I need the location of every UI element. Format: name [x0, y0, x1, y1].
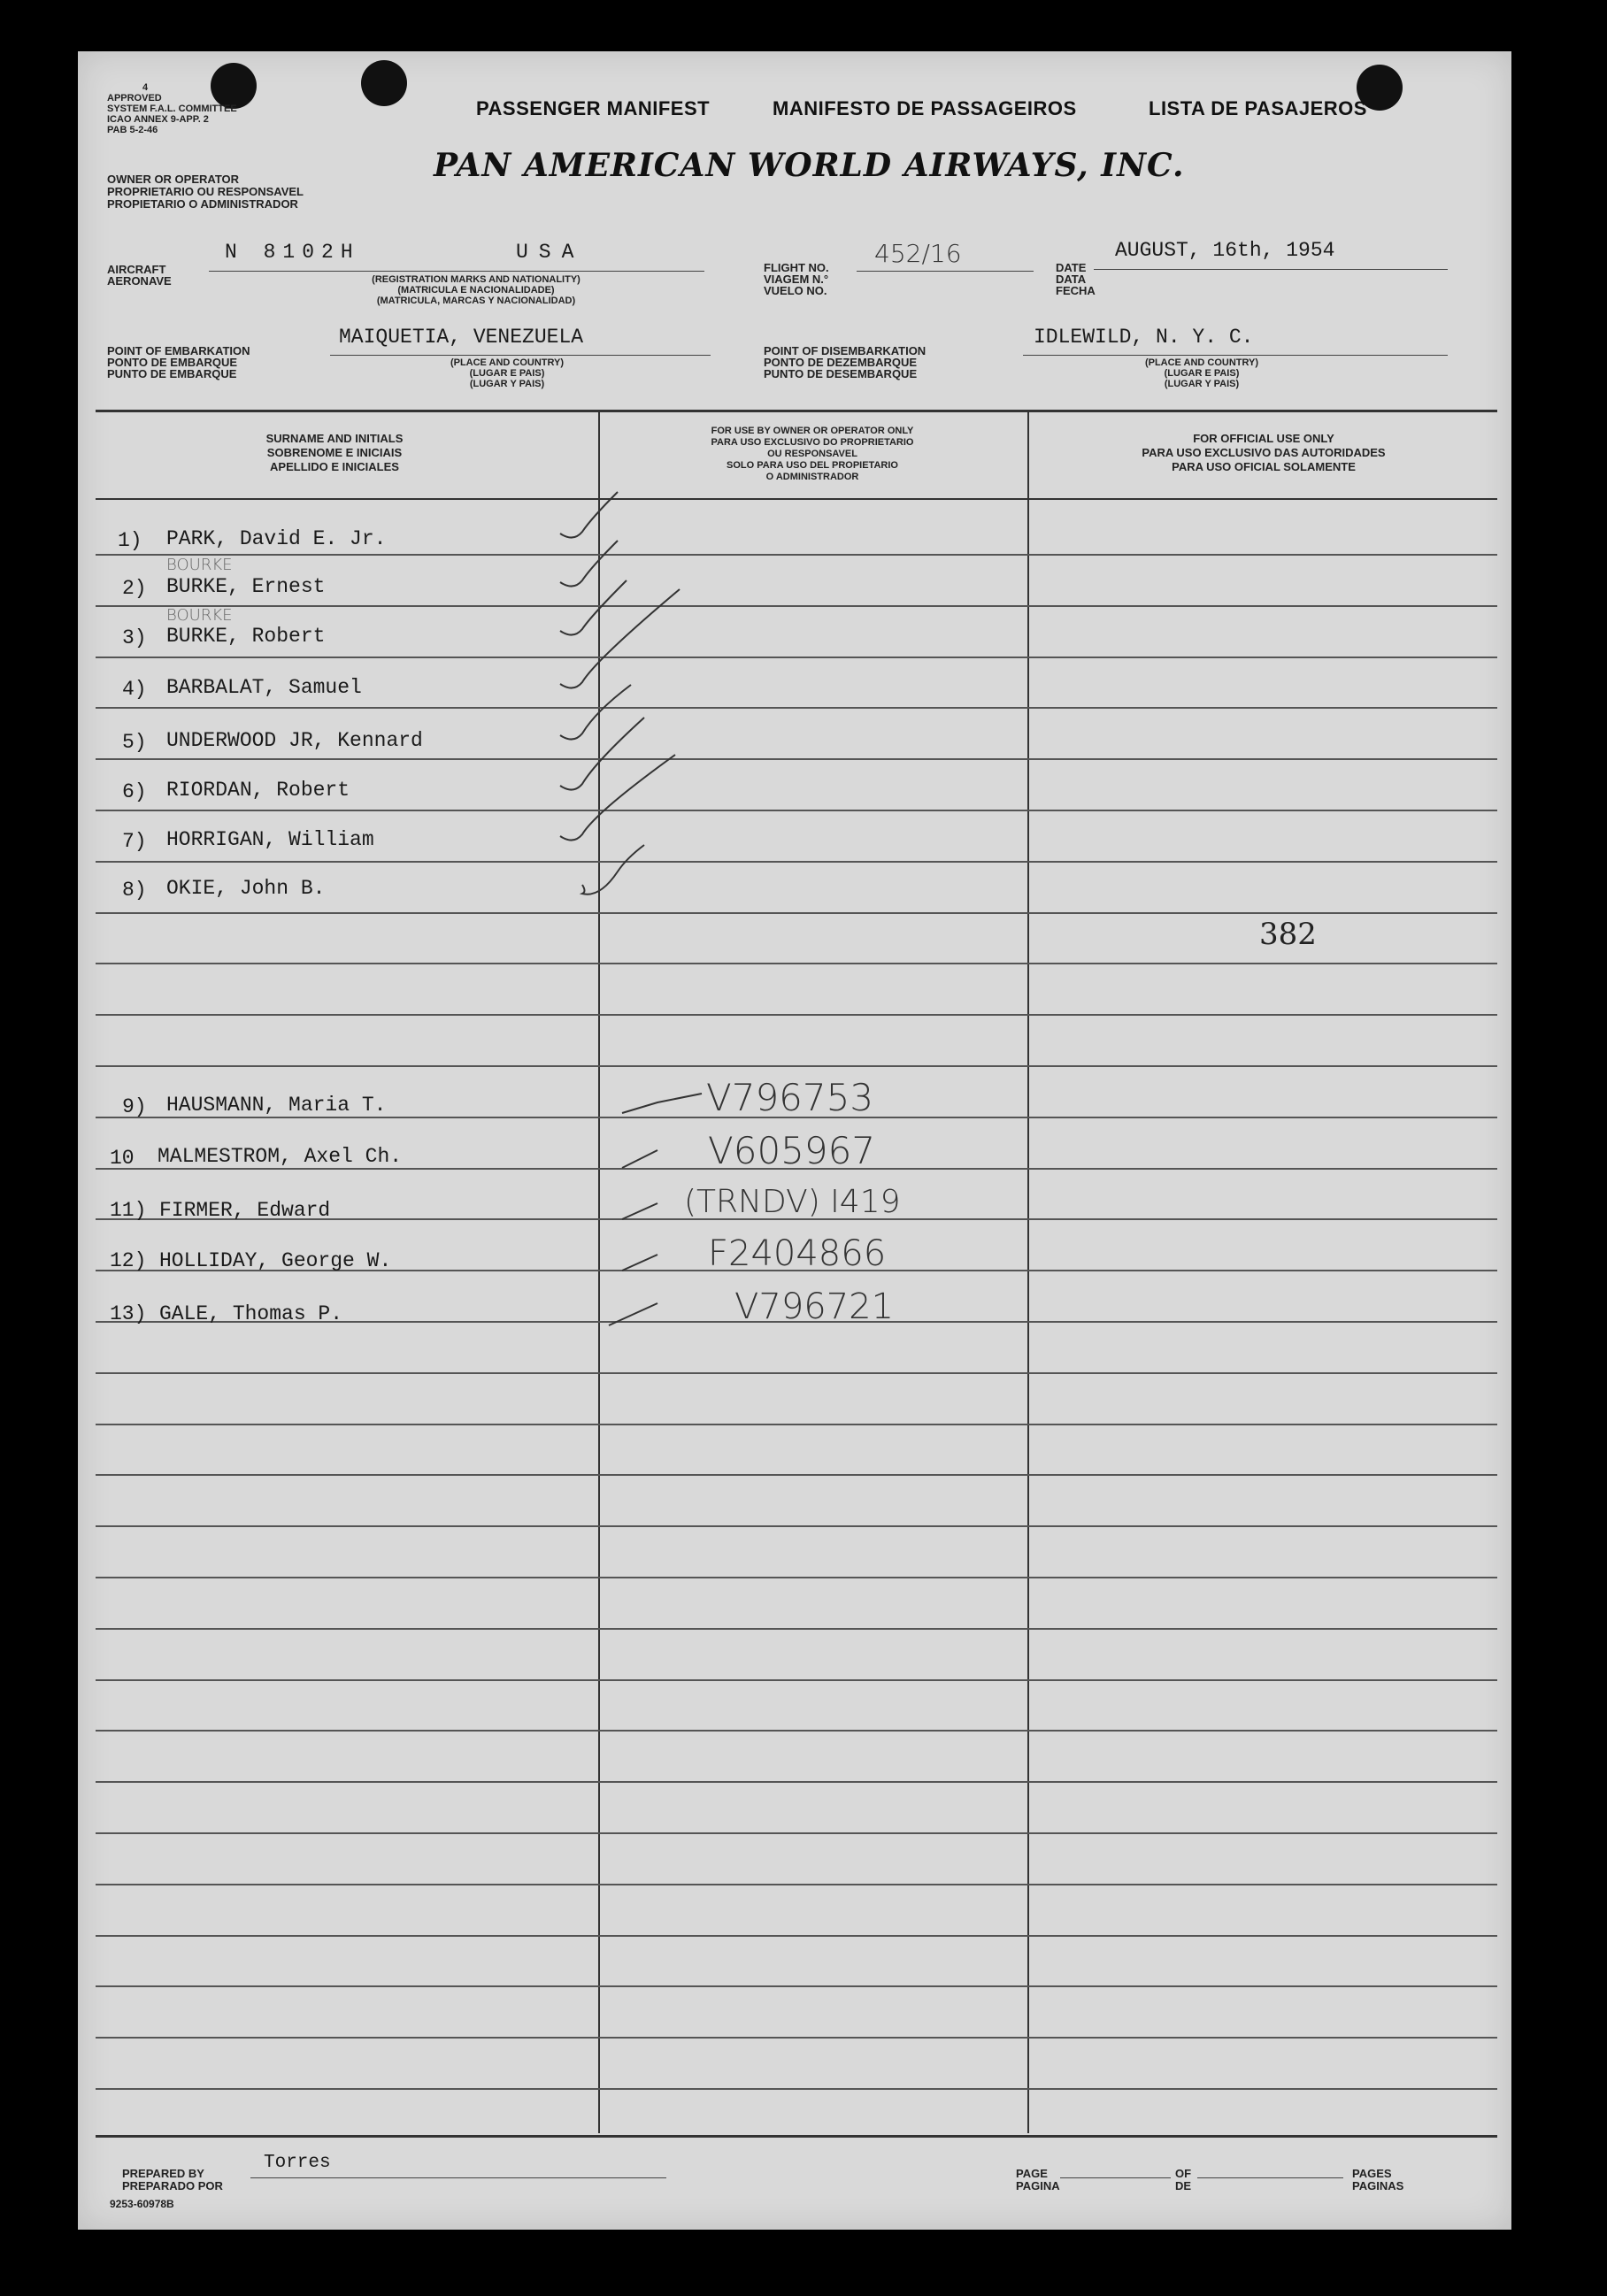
approval-line: 4	[142, 82, 149, 93]
check-mark	[560, 755, 675, 841]
pages-label: PAGES PAGINAS	[1352, 2167, 1404, 2192]
check-mark	[560, 589, 680, 688]
passenger-name: GALE, Thomas P.	[159, 1302, 343, 1325]
manifest-page	[78, 51, 1511, 2230]
passenger-name: BARBALAT, Samuel	[166, 676, 362, 699]
disembarkation-caption: (PLACE AND COUNTRY) (LUGAR E PAIS) (LUGAR Y PAIS)	[1144, 357, 1259, 389]
flight-number: 452/16	[874, 239, 962, 268]
title-spanish: LISTA DE PASAJEROS	[1149, 97, 1367, 119]
passport-number: F2404866	[708, 1233, 887, 1274]
check-mark	[622, 1255, 657, 1271]
passenger-number: 11)	[110, 1199, 147, 1222]
prepared-underline	[250, 2177, 666, 2178]
approval-line: PAB 5-2-46	[107, 125, 158, 135]
passenger-name: RIORDAN, Robert	[166, 779, 350, 802]
approval-line: SYSTEM F.A.L. COMMITTEE	[107, 104, 237, 114]
name-correction: BOURKE	[166, 556, 233, 574]
title-english: PASSENGER MANIFEST	[476, 97, 711, 119]
aircraft-label: AIRCRAFT AERONAVE	[107, 263, 172, 288]
check-mark	[622, 1203, 657, 1219]
check-mark	[582, 845, 644, 895]
aircraft-registration: N 8102H	[225, 241, 360, 264]
passenger-number: 13)	[110, 1302, 147, 1325]
passenger-number: 7)	[122, 830, 147, 853]
passenger-name: HORRIGAN, William	[166, 828, 374, 851]
aircraft-nationality: USA	[516, 241, 585, 264]
date-label: DATE DATA FECHA	[1056, 261, 1096, 297]
flight-label: FLIGHT NO. VIAGEM N.° VUELO NO.	[764, 261, 829, 297]
passenger-number: 4)	[122, 678, 147, 701]
passenger-name: PARK, David E. Jr.	[166, 527, 387, 550]
of-underline	[1197, 2177, 1343, 2178]
check-mark	[622, 1094, 702, 1113]
passenger-name: UNDERWOOD JR, Kennard	[166, 729, 423, 752]
prepared-by-value: Torres	[264, 2153, 331, 2173]
embarkation-label: POINT OF EMBARKATION PONTO DE EMBARQUE PUNTO DE EMBARQUE	[107, 344, 250, 380]
passport-number: V605967	[708, 1129, 876, 1172]
approval-line: ICAO ANNEX 9-APP. 2	[107, 114, 209, 125]
check-marks	[78, 51, 1511, 2230]
passenger-name: BURKE, Robert	[166, 625, 326, 648]
prepared-by-label: PREPARED BY PREPARADO POR	[122, 2167, 223, 2192]
passenger-number: 10	[110, 1147, 135, 1170]
passport-number: (TRNDV) I419	[684, 1184, 901, 1220]
disembarkation-label: POINT OF DISEMBARKATION PONTO DE DEZEMBARQUE PUNTO DE DESEMBARQUE	[764, 344, 927, 380]
passenger-name: HOLLIDAY, George W.	[159, 1249, 392, 1272]
passenger-number: 12)	[110, 1249, 147, 1272]
passenger-number: 1)	[118, 529, 142, 552]
check-mark	[560, 580, 627, 635]
owner-label: OWNER OR OPERATOR PROPRIETARIO OU RESPONSAVEL PROPIETARIO O ADMINISTRADOR	[107, 173, 304, 211]
check-mark	[609, 1303, 657, 1325]
registration-caption: (REGISTRATION MARKS AND NATIONALITY) (MATRICULA E NACIONALIDADE) (MATRICULA, MARCAS Y NACIONALIDAD)	[372, 274, 581, 306]
column-header-operator: FOR USE BY OWNER OR OPERATOR ONLY PARA USO EXCLUSIVO DO PROPRIETARIO OU RESPONSAVEL SOLO PARA USO DEL PROPIETARIO O ADMINISTRADOR	[711, 426, 914, 482]
column-header-names: SURNAME AND INITIALS SOBRENOME E INICIAIS APELLIDO E INICIALES	[265, 432, 404, 473]
passenger-name: OKIE, John B.	[166, 877, 326, 900]
passenger-name: HAUSMANN, Maria T.	[166, 1094, 387, 1117]
passenger-number: 5)	[122, 731, 147, 754]
approval-line: APPROVED	[107, 93, 162, 104]
form-code: 9253-60978B	[110, 2198, 174, 2210]
flight-date: AUGUST, 16th, 1954	[1115, 239, 1335, 262]
check-mark	[560, 541, 618, 587]
check-mark	[560, 718, 644, 790]
official-stamp-number: 382	[1259, 917, 1317, 952]
passenger-number: 3)	[122, 626, 147, 649]
name-correction: BOURKE	[166, 606, 233, 625]
passport-number: V796721	[734, 1286, 895, 1327]
embarkation-place: MAIQUETIA, VENEZUELA	[339, 326, 584, 349]
check-mark	[560, 492, 618, 538]
passenger-number: 6)	[122, 780, 147, 803]
check-mark	[622, 1150, 657, 1168]
of-label: OF DE	[1175, 2167, 1192, 2192]
passenger-name: BURKE, Ernest	[166, 575, 326, 598]
title-portuguese: MANIFESTO DE PASSAGEIROS	[773, 97, 1077, 119]
passenger-name: FIRMER, Edward	[159, 1199, 331, 1222]
disembarkation-place: IDLEWILD, N. Y. C.	[1034, 326, 1254, 349]
passenger-number: 8)	[122, 879, 147, 902]
passenger-name: MALMESTROM, Axel Ch.	[158, 1145, 403, 1168]
passenger-number: 9)	[122, 1095, 147, 1118]
embarkation-caption: (PLACE AND COUNTRY) (LUGAR E PAIS) (LUGAR Y PAIS)	[450, 357, 565, 389]
page-underline	[1060, 2177, 1171, 2178]
column-header-official: FOR OFFICIAL USE ONLY PARA USO EXCLUSIVO DAS AUTORIDADES PARA USO OFICIAL SOLAMENTE	[1142, 432, 1386, 473]
check-mark	[560, 685, 631, 740]
page-label: PAGE PAGINA	[1016, 2167, 1060, 2192]
operator-name: PAN AMERICAN WORLD AIRWAYS, INC.	[434, 147, 1185, 184]
passenger-number: 2)	[122, 577, 147, 600]
passport-number: V796753	[706, 1076, 874, 1119]
